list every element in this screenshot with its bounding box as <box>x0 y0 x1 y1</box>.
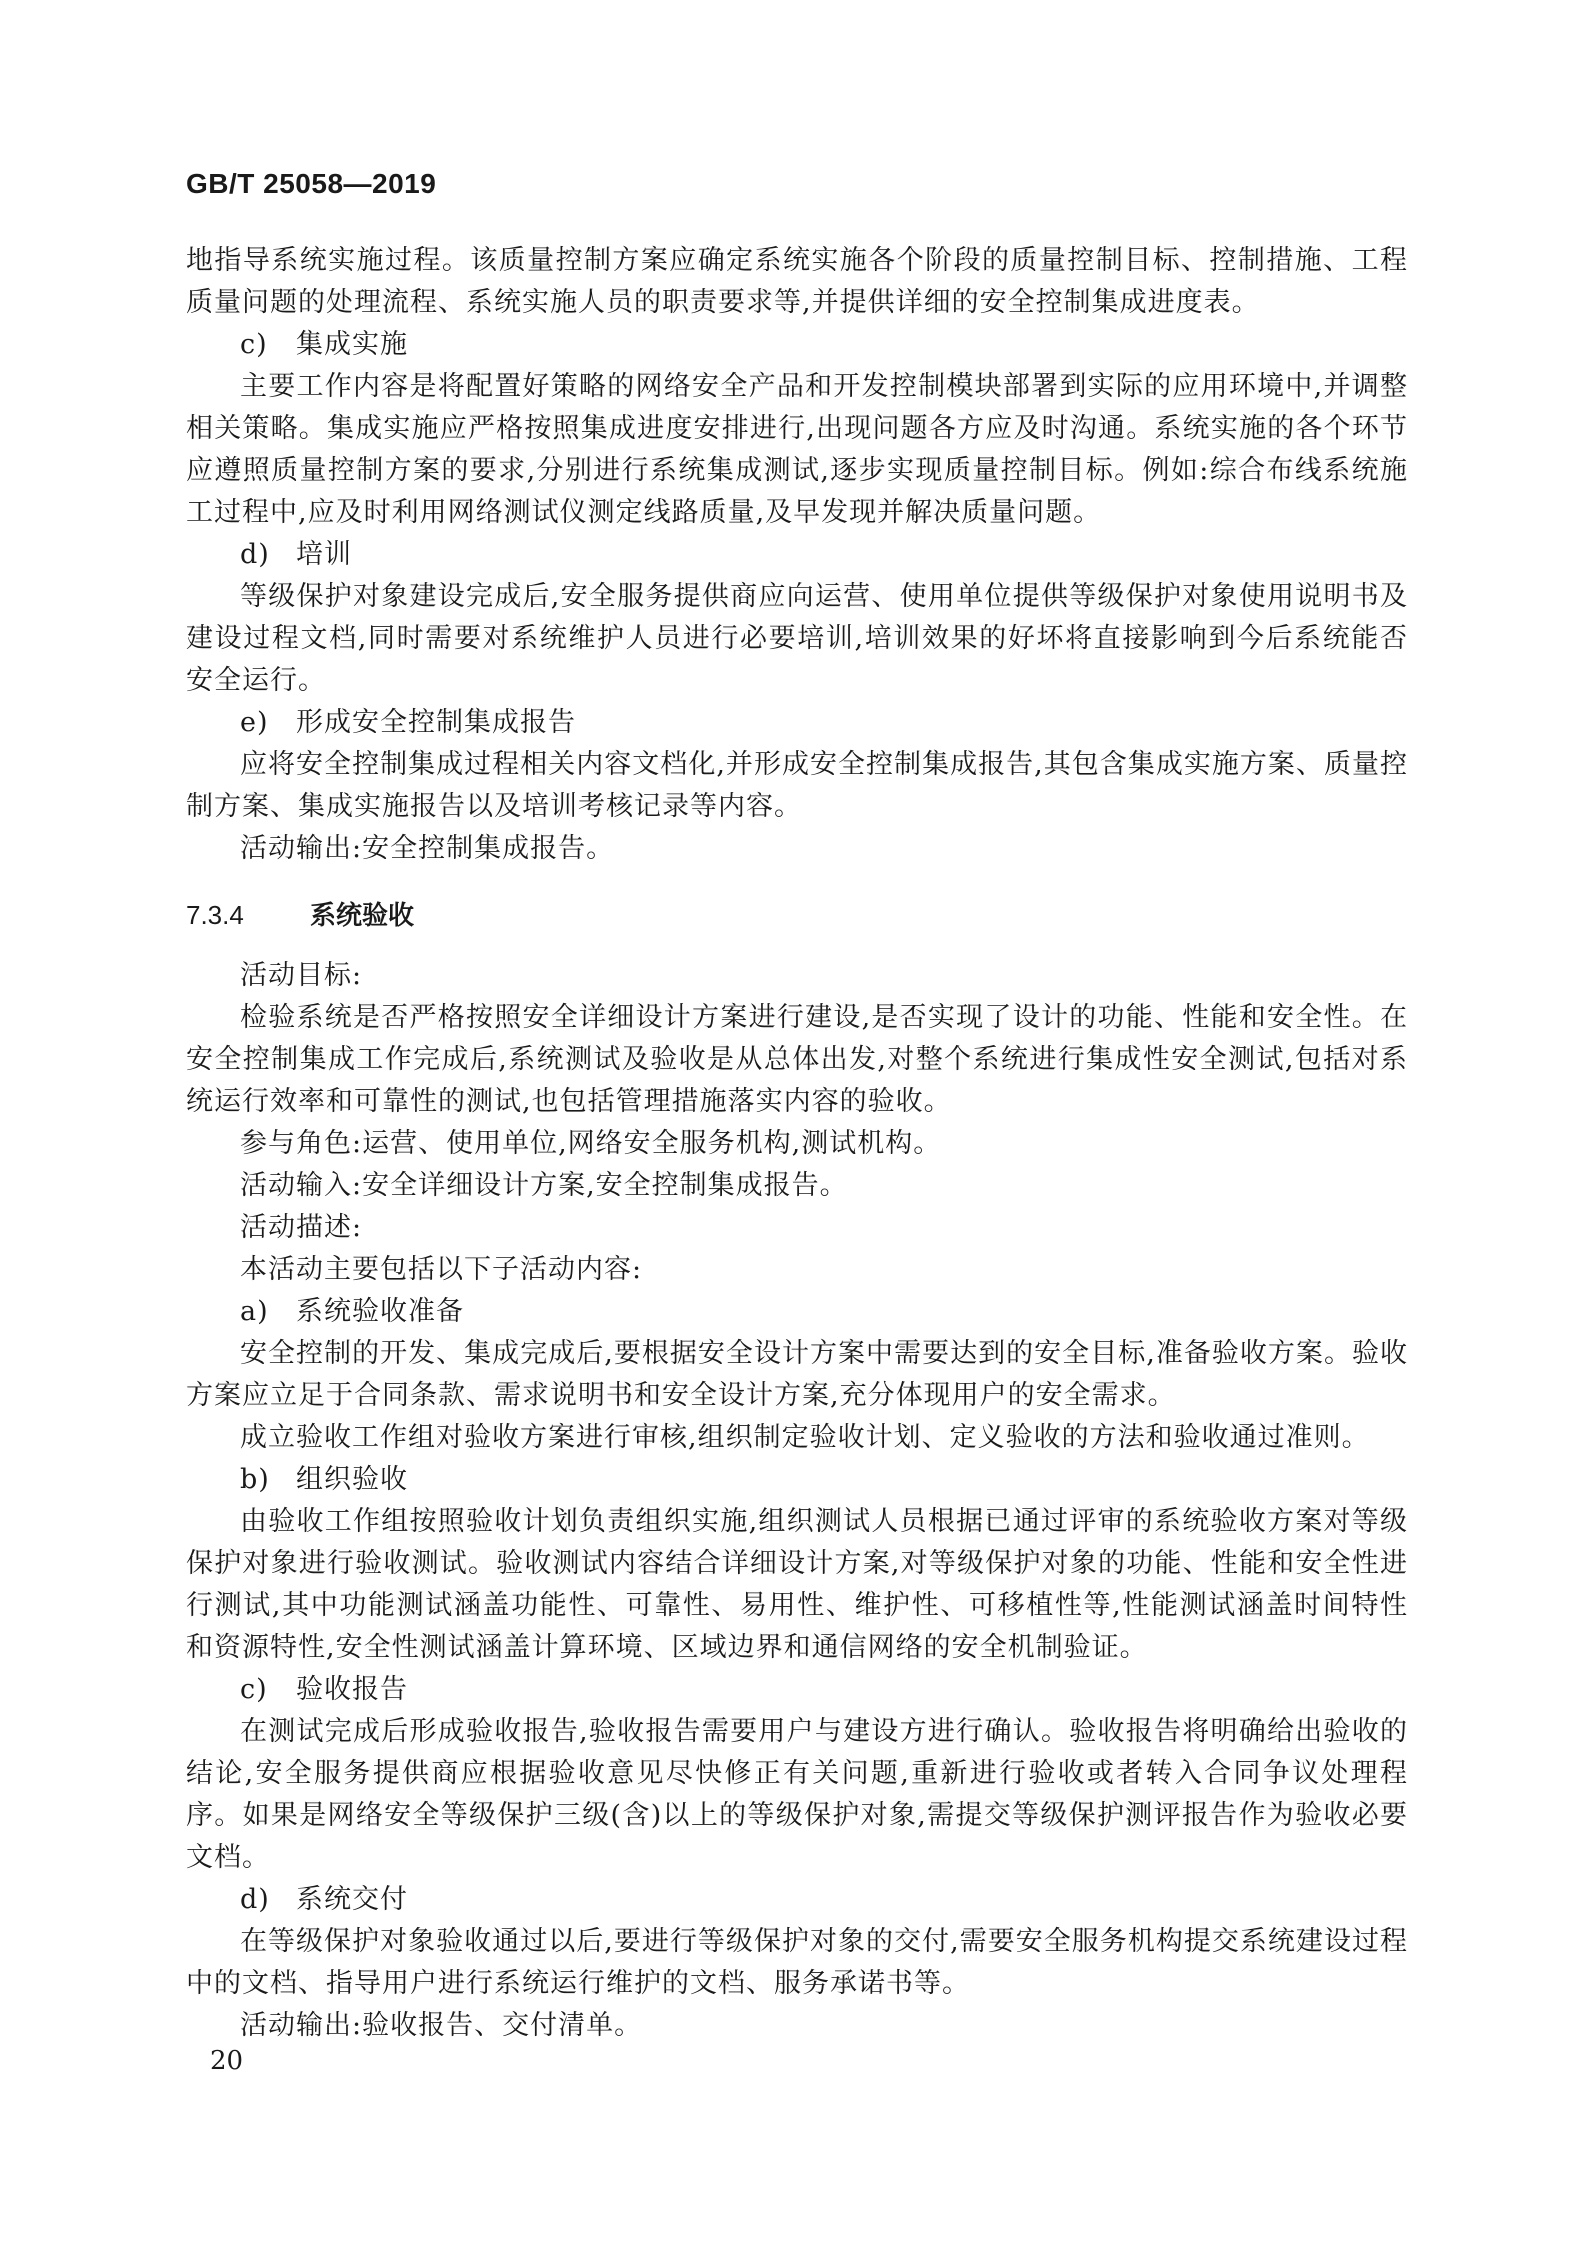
paragraph: 活动输出:安全控制集成报告。 <box>240 833 615 864</box>
list-item-heading <box>186 534 1408 576</box>
paragraph: 活动描述: <box>240 1212 363 1243</box>
paragraph: 成立验收工作组对验收方案进行审核,组织制定验收计划、定义验收的方法和验收通过准则。 <box>240 1422 1370 1453</box>
paragraph: 活动输入:安全详细设计方案,安全控制集成报告。 <box>240 1170 848 1201</box>
list-item-label: d) <box>240 539 270 570</box>
list-item-text: 培训 <box>296 539 352 570</box>
list-item-heading <box>186 324 1408 366</box>
list-item-label: e) <box>240 707 269 738</box>
paragraph: 活动输出:验收报告、交付清单。 <box>240 2010 643 2041</box>
list-item-heading <box>186 1291 1408 1333</box>
paragraph: 在测试完成后形成验收报告,验收报告需要用户与建设方进行确认。验收报告将明确给出验收的结论,安全服务提供商应根据验收意见尽快修正有关问题,重新进行验收或者转入合同争议处理程序。如果是网络安全等级保护三级(含)以上的等级保护对象,需提交等级保护测评报告作为验收必要文档。 <box>186 1716 1408 1873</box>
paragraph: 安全控制的开发、集成完成后,要根据安全设计方案中需要达到的安全目标,准备验收方案。验收方案应立足于合同条款、需求说明书和安全设计方案,充分体现用户的安全需求。 <box>186 1338 1408 1411</box>
page-content <box>186 240 1408 2047</box>
list-item-text: 形成安全控制集成报告 <box>296 707 576 738</box>
list-item-text: 集成实施 <box>296 329 408 360</box>
list-item-text: 系统交付 <box>296 1884 408 1915</box>
paragraph: 应将安全控制集成过程相关内容文档化,并形成安全控制集成报告,其包含集成实施方案、质量控制方案、集成实施报告以及培训考核记录等内容。 <box>186 749 1408 822</box>
list-item-label: d) <box>240 1884 270 1915</box>
list-item-heading <box>186 1459 1408 1501</box>
list-item-heading <box>186 1879 1408 1921</box>
paragraph: 等级保护对象建设完成后,安全服务提供商应向运营、使用单位提供等级保护对象使用说明书及建设过程文档,同时需要对系统维护人员进行必要培训,培训效果的好坏将直接影响到今后系统能否安全运行。 <box>186 581 1408 696</box>
list-item-text: 系统验收准备 <box>296 1296 464 1327</box>
list-item-heading <box>186 702 1408 744</box>
page-number: 20 <box>210 2046 244 2076</box>
paragraph: 主要工作内容是将配置好策略的网络安全产品和开发控制模块部署到实际的应用环境中,并调整相关策略。集成实施应严格按照集成进度安排进行,出现问题各方应及时沟通。系统实施的各个环节应遵照质量控制方案的要求,分别进行系统集成测试,逐步实现质量控制目标。例如:综合布线系统施工过程中,应及时利用网络测试仪测定线路质量,及早发现并解决质量问题。 <box>186 371 1408 528</box>
list-item-label: c) <box>240 1674 268 1705</box>
section-title: 系统验收 <box>310 901 415 931</box>
list-item-text: 验收报告 <box>296 1674 408 1705</box>
paragraph: 本活动主要包括以下子活动内容: <box>240 1254 643 1285</box>
body-text-part-2 <box>186 955 1408 2047</box>
paragraph: 检验系统是否严格按照安全详细设计方案进行建设,是否实现了设计的功能、性能和安全性。在安全控制集成工作完成后,系统测试及验收是从总体出发,对整个系统进行集成性安全测试,包括对系统运行效率和可靠性的测试,也包括管理措施落实内容的验收。 <box>186 1002 1408 1117</box>
body-text-part-1 <box>186 240 1408 870</box>
list-item-heading <box>186 1669 1408 1711</box>
list-item-label: a) <box>240 1296 269 1327</box>
paragraph: 地指导系统实施过程。该质量控制方案应确定系统实施各个阶段的质量控制目标、控制措施、工程质量问题的处理流程、系统实施人员的职责要求等,并提供详细的安全控制集成进度表。 <box>186 245 1408 318</box>
standard-code-header: GB/T 25058—2019 <box>186 168 437 199</box>
section-heading <box>186 894 1408 937</box>
paragraph: 活动目标: <box>240 960 363 991</box>
section-number: 7.3.4 <box>186 900 244 930</box>
list-item-label: b) <box>240 1464 270 1495</box>
paragraph: 在等级保护对象验收通过以后,要进行等级保护对象的交付,需要安全服务机构提交系统建设过程中的文档、指导用户进行系统运行维护的文档、服务承诺书等。 <box>186 1926 1408 1999</box>
paragraph: 参与角色:运营、使用单位,网络安全服务机构,测试机构。 <box>240 1128 942 1159</box>
list-item-label: c) <box>240 329 268 360</box>
paragraph: 由验收工作组按照验收计划负责组织实施,组织测试人员根据已通过评审的系统验收方案对等级保护对象进行验收测试。验收测试内容结合详细设计方案,对等级保护对象的功能、性能和安全性进行测试,其中功能测试涵盖功能性、可靠性、易用性、维护性、可移植性等,性能测试涵盖时间特性和资源特性,安全性测试涵盖计算环境、区域边界和通信网络的安全机制验证。 <box>186 1506 1408 1663</box>
list-item-text: 组织验收 <box>296 1464 408 1495</box>
